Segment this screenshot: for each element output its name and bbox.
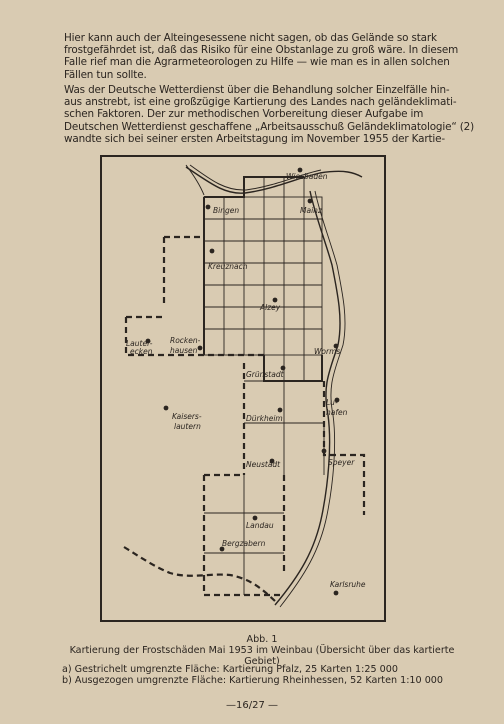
label-mainz: Mainz: [300, 206, 322, 215]
paragraph-2: [64, 84, 474, 145]
text-line: Was der Deutsche Wetterdienst über die Behandlung solcher Einzelfälle hin-: [64, 84, 450, 96]
label-bergzabern: Bergzabern: [222, 539, 266, 548]
label-lauterecken-1: Lauter-: [126, 339, 153, 348]
label-worms: Worms: [314, 347, 341, 356]
label-landau: Landau: [246, 521, 274, 530]
label-wiesbaden: Wiesbaden: [286, 172, 328, 181]
label-kreuznach: Kreuznach: [208, 262, 248, 271]
label-ludwigshafen-2: hafen: [326, 408, 348, 417]
figure-legend: [62, 664, 462, 686]
label-neustadt: Neustadt: [246, 460, 281, 469]
label-kaiserslautern-1: Kaisers-: [172, 412, 202, 421]
label-alzey: Alzey: [260, 303, 281, 312]
river-nahe: [186, 165, 204, 195]
page-number: —16/27 —: [226, 700, 278, 711]
text-line: schen Faktoren. Der zur methodischen Vorbereitung dieser Aufgabe im: [64, 108, 424, 121]
label-karlsruhe: Karlsruhe: [330, 580, 366, 589]
map-svg: [100, 155, 386, 622]
label-duerkheim: Dürkheim: [246, 414, 283, 423]
text-line: Fällen tun sollte.: [64, 68, 147, 81]
label-rockenhausen-2: hausen: [170, 346, 198, 355]
figure-label: Abb. 1: [246, 634, 278, 645]
label-ludwigshafen-1: Lu-: [326, 398, 338, 407]
paragraph-1: [64, 32, 460, 81]
label-lauterecken-2: ecken: [130, 347, 153, 356]
label-rockenhausen-1: Rocken-: [170, 336, 201, 345]
text-line: frostgefährdet ist, daß das Risiko für eine Obstanlage zu groß wäre. In diesem: [64, 44, 459, 57]
label-kaiserslautern-2: lautern: [174, 422, 201, 431]
legend-item-a: a) Gestrichelt umgrenzte Fläche: Kartierung Pfalz, 25 Karten 1:25 000: [62, 664, 398, 675]
legend-item-b: b) Ausgezogen umgrenzte Fläche: Kartierung Rheinhessen, 52 Karten 1:10 000: [62, 675, 444, 686]
text-line: aus anstrebt, ist eine großzügige Kartierung des Landes nach geländeklimati-: [64, 96, 457, 109]
text-line: Hier kann auch der Alteingesessene nicht sagen, ob das Gelände so stark: [64, 32, 437, 44]
text-line: Falle rief man die Agrarmeteorologen zu Hilfe — wie man es in allen solchen: [64, 56, 450, 69]
map-figure: [100, 155, 386, 622]
label-bingen: Bingen: [213, 206, 240, 215]
figure-caption: Kartierung der Frostschäden Mai 1953 im Weinbau (Übersicht über das kartierte Gebiet): [69, 645, 455, 667]
text-line: Deutschen Wetterdienst geschaffene „Arbeitsausschuß Geländeklimatologie“ (2): [64, 120, 474, 133]
label-gruenstadt: Grünstadt: [246, 370, 284, 379]
label-speyer: Speyer: [328, 458, 355, 467]
text-line: wandte sich bei seiner ersten Arbeitstagung im November 1955 der Kartie-: [64, 132, 445, 145]
